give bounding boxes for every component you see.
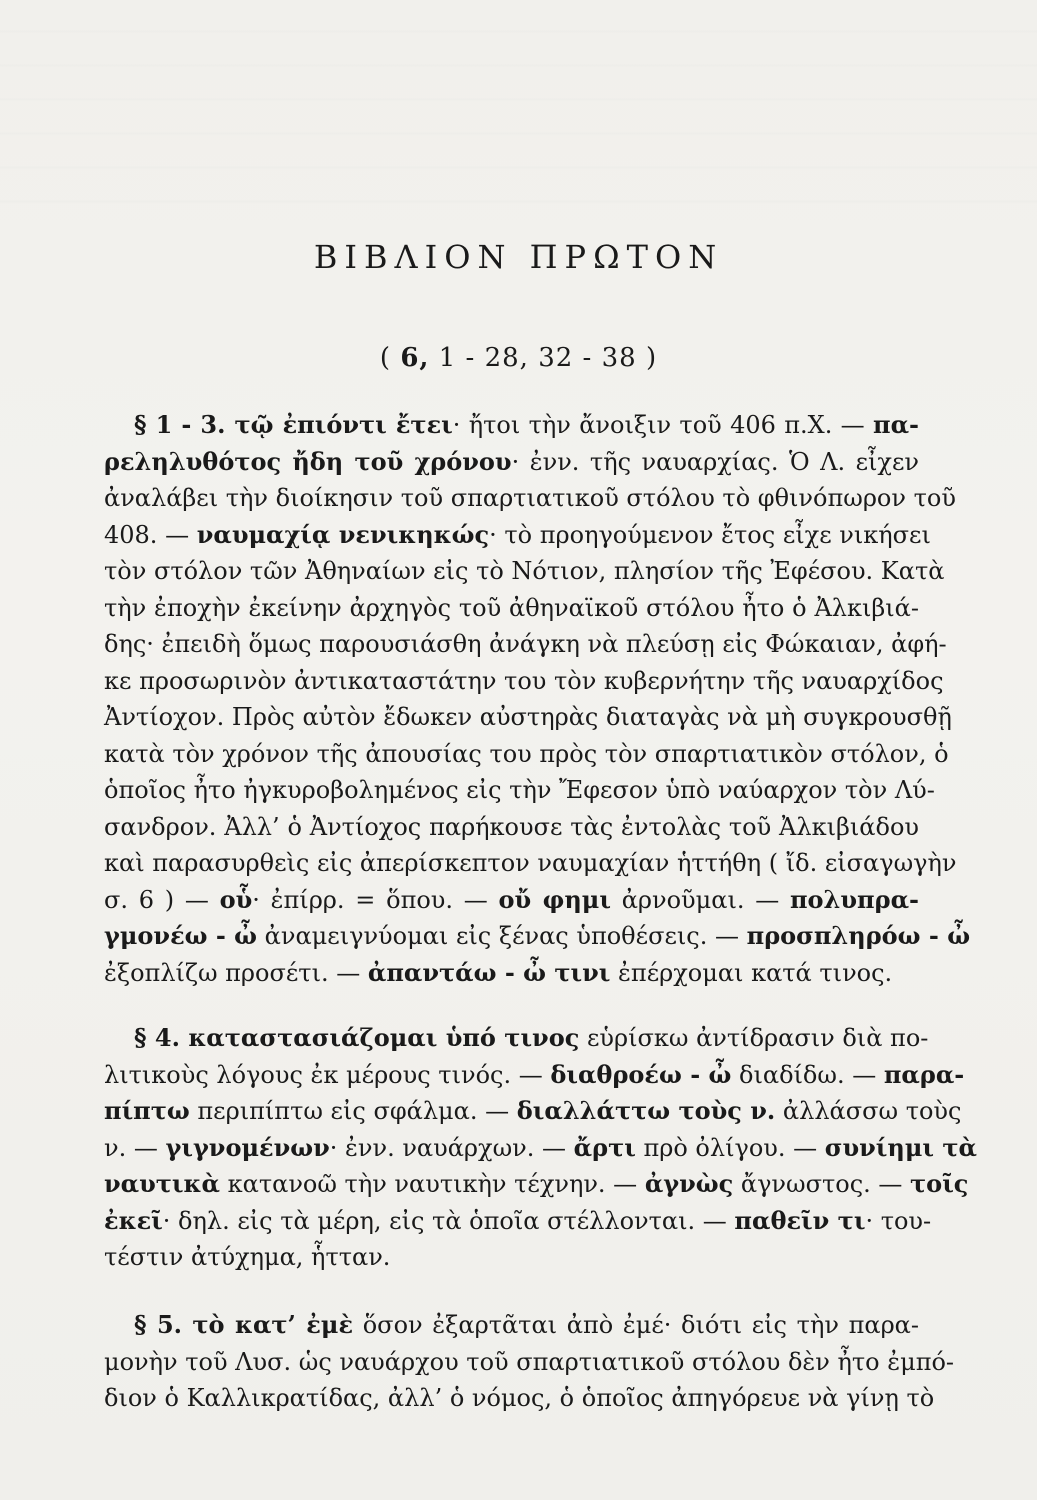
lemma-term: πίπτω (104, 1096, 190, 1125)
gloss-text: κε προσωρινὸν ἀντικαταστάτην του τὸν κυβερνήτην τῆς ναυαρχίδος (104, 666, 944, 695)
gloss-text: τὸν στόλον τῶν Ἀθηναίων εἰς τὸ Νότιον, πλησίον τῆς Ἐφέσου. Κατὰ (104, 557, 945, 585)
gloss-text: · δηλ. εἰς τὰ μέρη, εἰς τὰ ὁποῖα στέλλονται. — (162, 1206, 735, 1235)
lemma-term: οὔ φημι (498, 884, 611, 914)
gloss-text: περιπίπτω εἰς σφάλμα. — (189, 1097, 517, 1125)
gloss-text: · ἐνν. τῆς ναυαρχίας. Ὁ Λ. εἶχεν (511, 447, 919, 476)
gloss-text: ὅσον ἐξαρτᾶται ἀπὸ ἐμέ· διότι εἰς τὴν παρα- (353, 1311, 919, 1339)
lemma-term: διαθροέω - ὦ (550, 1059, 732, 1089)
text-line (104, 663, 944, 700)
lemma-term: γιγνομένων (165, 1132, 330, 1162)
gloss-text: καὶ παρασυρθεὶς εἰς ἀπερίσκεπτον ναυμαχίαν ἡττήθη ( ἴδ. εἰσαγωγὴν (104, 849, 957, 877)
text-line (104, 407, 919, 444)
gloss-text: ἀναλάβει τὴν διοίκησιν τοῦ σπαρτιατικοῦ στόλου τὸ φθινόπωρον τοῦ (104, 484, 956, 512)
gloss-text: ἐπέρχομαι κατά τινος. (610, 958, 893, 987)
lemma-term: § 4. καταστασιάζομαι ὑπό τινος (134, 1023, 580, 1052)
text-line (104, 590, 919, 627)
text-line (104, 517, 931, 554)
text-line (104, 955, 919, 992)
gloss-text: Ἀντίοχον. Πρὸς αὐτὸν ἔδωκεν αὐστηρὰς διαταγὰς νὰ μὴ συγκρουσθῇ (104, 703, 952, 731)
gloss-text: λιτικοὺς λόγους ἐκ μέρους τινός. — (104, 1060, 551, 1089)
gloss-text: σανδρον. Ἀλλ’ ὁ Ἀντίοχος παρήκουσε τὰς ἐντολὰς τοῦ Ἀλκιβιάδου (104, 812, 919, 841)
range-bold: 6, (400, 343, 430, 373)
text-line (104, 809, 919, 846)
gloss-text: · ἐνν. ναυάρχων. — (329, 1133, 574, 1162)
range-open: ( (379, 343, 392, 373)
commentary-paragraph-3 (104, 1307, 955, 1417)
commentary-paragraph-1 (104, 407, 971, 991)
gloss-text: · τὸ προηγούμενον ἔτος εἶχε νικήσει (489, 520, 931, 549)
range-rest: 1 - 28, 32 - 38 (438, 343, 637, 373)
gloss-text: ἄγνωστος. — (733, 1170, 911, 1198)
lemma-term: γμονέω - ὦ (104, 921, 258, 950)
gloss-text: διαδίδω. — (731, 1060, 884, 1089)
gloss-text: κατὰ τὸν χρόνον τῆς ἀπουσίας του πρὸς τὸν σπαρτιατικὸν στόλον, ὁ (104, 739, 949, 768)
gloss-text: ν. — (104, 1133, 166, 1162)
text-line (104, 845, 957, 882)
gloss-text: διον ὁ Καλλικρατίδας, ἀλλ’ ὁ νόμος, ὁ ὁποῖος ἀπηγόρευε νὰ γίνῃ τὸ (104, 1384, 935, 1412)
text-line (104, 1057, 965, 1094)
show-through-text (0, 0, 1037, 220)
text-line (104, 1093, 962, 1130)
lemma-term: ἐκεῖ (104, 1205, 163, 1235)
text-line (104, 772, 935, 809)
lemma-term: ρεληλυθότος ἤδη τοῦ χρόνου (104, 446, 512, 476)
text-line (104, 1020, 929, 1057)
text-line (104, 1239, 919, 1276)
text-line (104, 553, 945, 590)
gloss-text: ἀναμειγνύομαι εἰς ξένας ὑποθέσεις. — (257, 922, 747, 950)
text-line (104, 626, 947, 663)
text-line (104, 1166, 969, 1203)
gloss-text: · ἐπίρρ. = ὅπου. — (252, 885, 499, 914)
text-line (104, 1344, 955, 1381)
lemma-term: πα- (873, 410, 920, 439)
gloss-text: · του- (865, 1206, 932, 1235)
gloss-text: μονὴν τοῦ Λυσ. ὡς ναυάρχου τοῦ σπαρτιατικοῦ στόλου δὲν ἦτο ἐμπό- (104, 1347, 955, 1376)
text-line (104, 918, 971, 955)
gloss-text: ἀλλάσσω τοὺς (775, 1097, 962, 1125)
gloss-text: εὑρίσκω ἀντίδρασιν διὰ πο- (579, 1024, 929, 1052)
gloss-text: ἐξοπλίζω προσέτι. — (104, 958, 368, 987)
gloss-text: ἀρνοῦμαι. — (610, 885, 790, 914)
text-line (104, 699, 952, 736)
text-line (104, 882, 919, 919)
text-line (104, 736, 949, 773)
book-title: ΒΙΒΛΙΟΝ ΠΡΩΤΟΝ (313, 238, 724, 276)
gloss-text: τέστιν ἀτύχημα, ἧτταν. (104, 1243, 391, 1271)
gloss-text: σ. 6 ) — (104, 885, 220, 914)
gloss-text: 408. — (104, 520, 197, 549)
text-line (104, 1130, 977, 1167)
text-line (104, 1380, 935, 1417)
lemma-term: § 1 - 3. τῷ ἐπιόντι ἔτει (134, 410, 453, 439)
lemma-term: διαλλάττω τοὺς ν. (516, 1096, 776, 1125)
lemma-term: ναυτικὰ (104, 1169, 220, 1198)
gloss-text: δης· ἐπειδὴ ὅμως παρουσιάσθη ἀνάγκη νὰ πλεύσῃ εἰς Φώκαιαν, ἀφή- (104, 630, 947, 658)
gloss-text: πρὸ ὀλίγου. — (635, 1133, 825, 1162)
gloss-text: · ἤτοι τὴν ἄνοιξιν τοῦ 406 π.Χ. — (452, 411, 874, 439)
lemma-term: προσπληρόω - ὦ (746, 921, 971, 950)
lemma-term: παρα- (883, 1059, 965, 1089)
range-close: ) (645, 343, 658, 373)
lemma-term: ἀπαντάω - ὦ τινι (367, 957, 611, 987)
commentary-paragraph-2 (104, 1020, 977, 1276)
lemma-term: συνίημι τὰ (824, 1132, 977, 1162)
lemma-term: πολυπρα- (789, 884, 919, 914)
lemma-term: ἀγνὼς (644, 1169, 734, 1198)
lemma-term: § 5. τὸ κατ’ ἐμὲ (134, 1310, 354, 1339)
text-line (104, 1307, 919, 1344)
lemma-term: τοῖς (910, 1169, 969, 1198)
chapter-range (0, 343, 1037, 373)
gloss-text: ὁποῖος ἦτο ἠγκυροβολημένος εἰς τὴν Ἔφεσον ὑπὸ ναύαρχον τὸν Λύ- (104, 776, 935, 804)
lemma-term: παθεῖν τι (734, 1205, 866, 1235)
text-line (104, 480, 956, 517)
lemma-term: οὗ (219, 884, 253, 914)
lemma-term: ναυμαχίᾳ νενικηκώς (196, 519, 490, 549)
lemma-term: ἄρτι (573, 1132, 636, 1162)
gloss-text: τὴν ἐποχὴν ἐκείνην ἀρχηγὸς τοῦ ἀθηναϊκοῦ στόλου ἦτο ὁ Ἀλκιβιά- (104, 593, 919, 622)
text-line (104, 444, 919, 481)
text-line (104, 1203, 932, 1240)
gloss-text: κατανοῶ τὴν ναυτικὴν τέχνην. — (220, 1170, 645, 1198)
